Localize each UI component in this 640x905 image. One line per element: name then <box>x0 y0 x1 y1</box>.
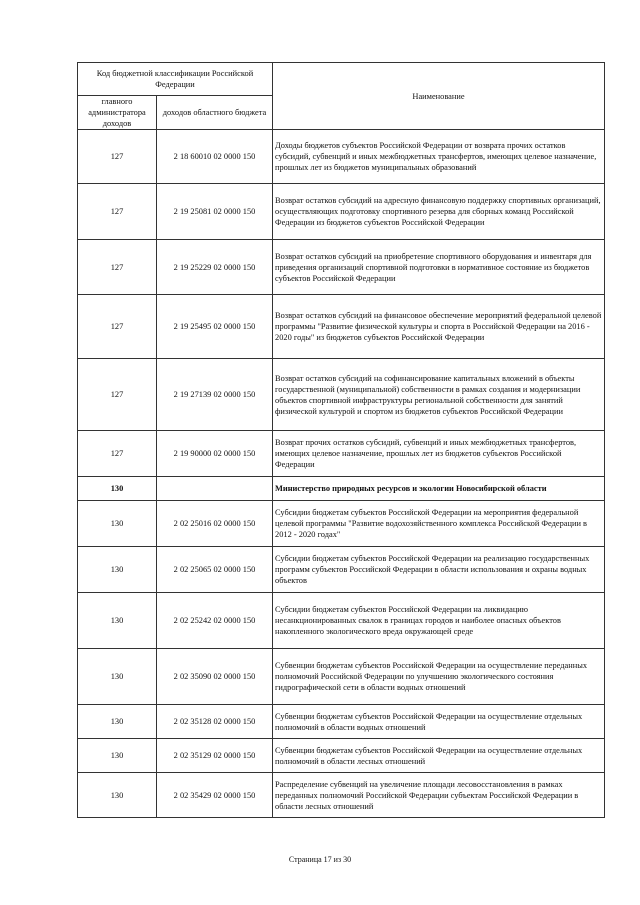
table-row <box>78 295 605 359</box>
row-name: Распределение субвенций на увеличение площади лесовосстановления в рамках переданных полномочий Российской Федерации субъектам Российской Федерации в области лесных отношений <box>273 773 605 818</box>
budget-code: 2 02 25016 02 0000 150 <box>157 501 273 547</box>
budget-code: 2 02 25242 02 0000 150 <box>157 593 273 649</box>
row-name: Возврат остатков субсидий на адресную финансовую поддержку спортивных организаций, осуществляющих подготовку спортивного резерва для сборных команд Российской Федерации из бюджетов субъектов Российской Федерации <box>273 184 605 240</box>
budget-code: 2 02 35128 02 0000 150 <box>157 705 273 739</box>
row-name: Субвенции бюджетам субъектов Российской Федерации на осуществление отдельных полномочий в области водных отношений <box>273 705 605 739</box>
admin-code: 127 <box>78 240 157 295</box>
admin-code: 130 <box>78 547 157 593</box>
table-row <box>78 739 605 773</box>
table-row <box>78 240 605 295</box>
row-name: Доходы бюджетов субъектов Российской Федерации от возврата прочих остатков субсидий, субвенций и иных межбюджетных трансфертов, имеющих целевое назначение, прошлых лет из бюджетов муниципальных образований <box>273 130 605 184</box>
table-row-section <box>78 477 605 501</box>
budget-code: 2 02 25065 02 0000 150 <box>157 547 273 593</box>
admin-code: 127 <box>78 295 157 359</box>
header-income: доходов областного бюджета <box>157 96 273 130</box>
table-row <box>78 184 605 240</box>
row-name: Возврат прочих остатков субсидий, субвенций и иных межбюджетных трансфертов, имеющих целевое назначение, прошлых лет из бюджетов субъектов Российской Федерации <box>273 431 605 477</box>
header-code-group: Код бюджетной классификации Российской Федерации <box>78 63 273 96</box>
table-row <box>78 705 605 739</box>
row-name: Возврат остатков субсидий на финансовое обеспечение мероприятий федеральной целевой программы "Развитие физической культуры и спорта в Российской Федерации на 2016 - 2020 годы" из бюджетов субъектов Российской Федерации <box>273 295 605 359</box>
row-name: Возврат остатков субсидий на софинансирование капитальных вложений в объекты государственной (муниципальной) собственности в рамках создания и модернизации объектов спортивной инфраструктуры региональной собственности для занятий физической культурой и спортом из бюджетов субъектов Российской Федерации <box>273 359 605 431</box>
row-name: Субсидии бюджетам субъектов Российской Федерации на реализацию государственных программ субъектов Российской Федерации в области использования и охраны водных объектов <box>273 547 605 593</box>
budget-classification-table <box>77 62 605 818</box>
table-row <box>78 593 605 649</box>
row-name: Субвенции бюджетам субъектов Российской Федерации на осуществление переданных полномочий Российской Федерации по улучшению экологического состояния гидрографической сети в области водных отношений <box>273 649 605 705</box>
table-row <box>78 773 605 818</box>
admin-code: 130 <box>78 773 157 818</box>
admin-code: 130 <box>78 739 157 773</box>
budget-code: 2 02 35429 02 0000 150 <box>157 773 273 818</box>
table-row <box>78 501 605 547</box>
budget-code: 2 19 27139 02 0000 150 <box>157 359 273 431</box>
admin-code: 127 <box>78 431 157 477</box>
table-row <box>78 359 605 431</box>
budget-code: 2 19 25495 02 0000 150 <box>157 295 273 359</box>
admin-code: 127 <box>78 359 157 431</box>
row-name: Министерство природных ресурсов и экологии Новосибирской области <box>273 477 605 501</box>
admin-code: 130 <box>78 477 157 501</box>
page-number-footer: Страница 17 из 30 <box>288 855 352 864</box>
budget-code: 2 19 25081 02 0000 150 <box>157 184 273 240</box>
admin-code: 127 <box>78 184 157 240</box>
admin-code: 130 <box>78 593 157 649</box>
admin-code: 127 <box>78 130 157 184</box>
budget-code: 2 18 60010 02 0000 150 <box>157 130 273 184</box>
table-row <box>78 649 605 705</box>
header-name: Наименование <box>273 63 605 130</box>
row-name: Возврат остатков субсидий на приобретение спортивного оборудования и инвентаря для приведения организаций спортивной подготовки в нормативное состояние из бюджетов субъектов Российской Федерации <box>273 240 605 295</box>
table-row <box>78 547 605 593</box>
budget-code: 2 02 35090 02 0000 150 <box>157 649 273 705</box>
admin-code: 130 <box>78 501 157 547</box>
table-row <box>78 431 605 477</box>
admin-code: 130 <box>78 649 157 705</box>
budget-code: 2 02 35129 02 0000 150 <box>157 739 273 773</box>
admin-code: 130 <box>78 705 157 739</box>
budget-code: 2 19 25229 02 0000 150 <box>157 240 273 295</box>
table-row <box>78 130 605 184</box>
header-admin: главного администратора доходов <box>78 96 157 130</box>
row-name: Субсидии бюджетам субъектов Российской Федерации на мероприятия федеральной целевой программы "Развитие водохозяйственного комплекса Российской Федерации в 2012 - 2020 годах" <box>273 501 605 547</box>
row-name: Субвенции бюджетам субъектов Российской Федерации на осуществление отдельных полномочий в области лесных отношений <box>273 739 605 773</box>
row-name: Субсидии бюджетам субъектов Российской Федерации на ликвидацию несанкционированных свалок в границах городов и наиболее опасных объектов накопленного экологического вреда окружающей среде <box>273 593 605 649</box>
budget-code: 2 19 90000 02 0000 150 <box>157 431 273 477</box>
budget-code <box>157 477 273 501</box>
